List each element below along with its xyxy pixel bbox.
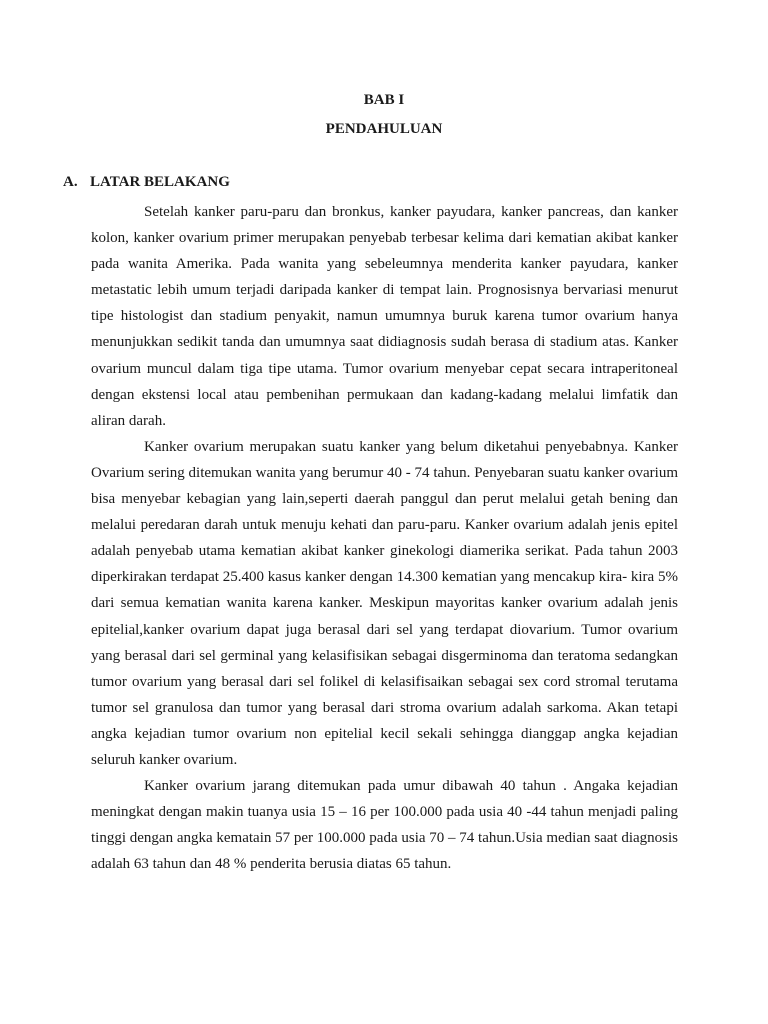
chapter-title: PENDAHULUAN (325, 121, 443, 137)
section-heading (63, 172, 230, 192)
paragraph-1: Setelah kanker paru-paru dan bronkus, kanker payudara, kanker pancreas, dan kanker kolon, kanker ovarium primer merupakan penyebab terbesar kelima dari kematian akibat kanker pada wanita Amerika. Pada wanita yang sebeleumnya menderita kanker payudara, kanker metastatic lebih umum terjadi daripada kanker di tempat lain. Prognosisnya bervariasi menurut tipe histologist dan stadium penyakit, namun umumnya buruk karena tumor ovarium hanya menunjukkan sedikit tanda dan umumnya saat didiagnosis sudah berasa di stadium atas. Kanker ovarium muncul dalam tiga tipe utama. Tumor ovarium menyebar cepat secara intraperitoneal dengan ekstensi local atau pembenihan permukaan dan kadang-kadang melalui limfatik dan aliran darah. (91, 204, 678, 429)
chapter-label: BAB I (363, 92, 405, 108)
paragraph-2: Kanker ovarium merupakan suatu kanker yang belum diketahui penyebabnya. Kanker Ovarium sering ditemukan wanita yang berumur 40 - 74 tahun. Penyebaran suatu kanker ovarium bisa menyebar kebagian yang lain,seperti daerah panggul dan perut melalui getah bening dan melalui peredaran darah untuk menuju kehati dan paru-paru. Kanker ovarium adalah jenis epitel adalah penyebab utama kematian akibat kanker ginekologi diamerika serikat. Pada tahun 2003 diperkirakan terdapat 25.400 kasus kanker dengan 14.300 kematian yang mencakup kira- kira 5% dari semua kematian wanita karena kanker. Meskipun mayoritas kanker ovarium adalah jenis epitelial,kanker ovarium dapat juga berasal dari sel yang terdapat diovarium. Tumor ovarium yang berasal dari sel germinal yang kelasifisikan sebagai disgerminoma dan teratoma sedangkan tumor ovarium yang berasal dari sel folikel di kelasifisaikan sebagai sex cord stromal terutama tumor sel granulosa dan tumor yang berasal dari stroma ovarium adalah sarkoma. Akan tetapi angka kejadian tumor ovarium non epitelial kecil sekali sehingga dianggap angka kejadian seluruh kanker ovarium. (91, 438, 678, 768)
body-text (91, 199, 678, 877)
section-title: LATAR BELAKANG (90, 174, 230, 190)
section-number: A. (63, 174, 78, 190)
paragraph-3: Kanker ovarium jarang ditemukan pada umur dibawah 40 tahun . Angaka kejadian meningkat dengan makin tuanya usia 15 – 16 per 100.000 pada usia 40 -44 tahun menjadi paling tinggi dengan angka kematain 57 per 100.000 pada usia 70 – 74 tahun.Usia median saat diagnosis adalah 63 tahun dan 48 % penderita berusia diatas 65 tahun. (91, 778, 678, 873)
